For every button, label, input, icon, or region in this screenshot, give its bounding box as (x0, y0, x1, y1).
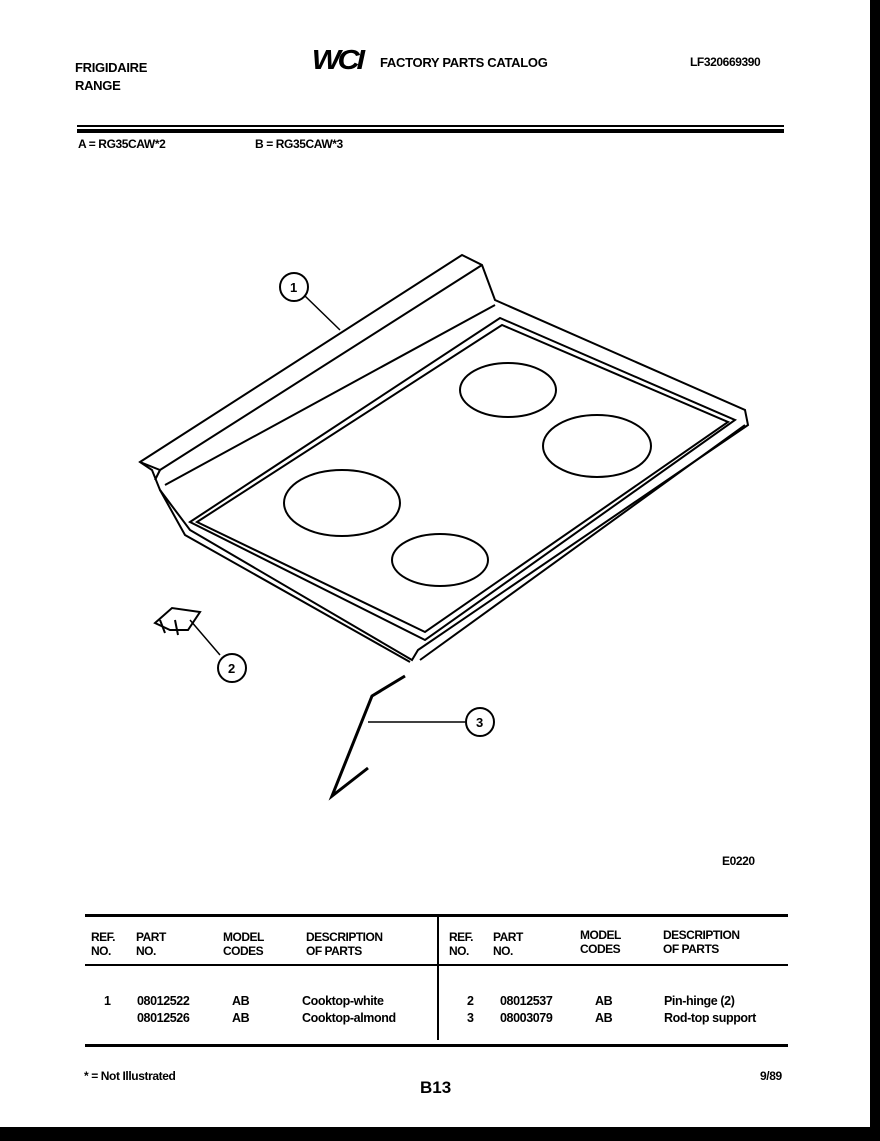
brand-label: FRIGIDAIRE (75, 60, 148, 75)
header-codes: CODES (580, 942, 621, 956)
table-divider (437, 915, 439, 1040)
header-model: MODEL (580, 928, 621, 942)
callout-circles (218, 273, 494, 736)
header-description: DESCRIPTION (306, 930, 383, 944)
ref-no: 2 (467, 994, 474, 1008)
header-ref: REF. (91, 930, 116, 944)
catalog-title: FACTORY PARTS CATALOG (380, 55, 548, 70)
pin-hinge-part (155, 608, 200, 635)
model-codes: AB (595, 1011, 613, 1025)
description: Rod-top support (664, 1011, 756, 1025)
not-illustrated-note: * = Not Illustrated (84, 1069, 176, 1083)
model-b: B = RG35CAW*3 (255, 137, 343, 151)
header-part-no: NO. (493, 944, 513, 958)
header-ref-no: NO. (449, 944, 469, 958)
model-a: A = RG35CAW*2 (78, 137, 166, 151)
model-codes: AB (595, 994, 613, 1008)
catalog-date: 9/89 (760, 1069, 782, 1083)
header-part: PART (493, 930, 523, 944)
description: Pin-hinge (2) (664, 994, 735, 1008)
header-of-parts: OF PARTS (306, 944, 362, 958)
table-bottom-rule (85, 1044, 788, 1047)
part-no: 08012526 (137, 1011, 190, 1025)
rod-support-part (332, 676, 405, 796)
callout-3: 3 (476, 715, 483, 730)
page-number: B13 (420, 1078, 452, 1097)
ref-no: 3 (467, 1011, 474, 1025)
part-no: 08003079 (500, 1011, 553, 1025)
catalog-number: LF320669390 (690, 55, 761, 69)
header-ref: REF. (449, 930, 474, 944)
header-ref-no: NO. (91, 944, 111, 958)
header-of-parts: OF PARTS (663, 942, 719, 956)
header-part-no: NO. (136, 944, 156, 958)
cooktop-part (140, 255, 748, 662)
callout-1: 1 (290, 280, 297, 295)
header-model: MODEL (223, 930, 264, 944)
header-part: PART (136, 930, 166, 944)
model-codes: AB (232, 1011, 250, 1025)
model-codes: AB (232, 994, 250, 1008)
description: Cooktop-almond (302, 1011, 396, 1025)
part-no: 08012522 (137, 994, 190, 1008)
product-label: RANGE (75, 78, 121, 93)
figure-code: E0220 (722, 854, 755, 868)
ref-no: 1 (104, 994, 111, 1008)
header-codes: CODES (223, 944, 264, 958)
header-description: DESCRIPTION (663, 928, 740, 942)
callout-2: 2 (228, 661, 235, 676)
wci-logo: WCI (311, 44, 362, 75)
description: Cooktop-white (302, 994, 384, 1008)
part-no: 08012537 (500, 994, 553, 1008)
